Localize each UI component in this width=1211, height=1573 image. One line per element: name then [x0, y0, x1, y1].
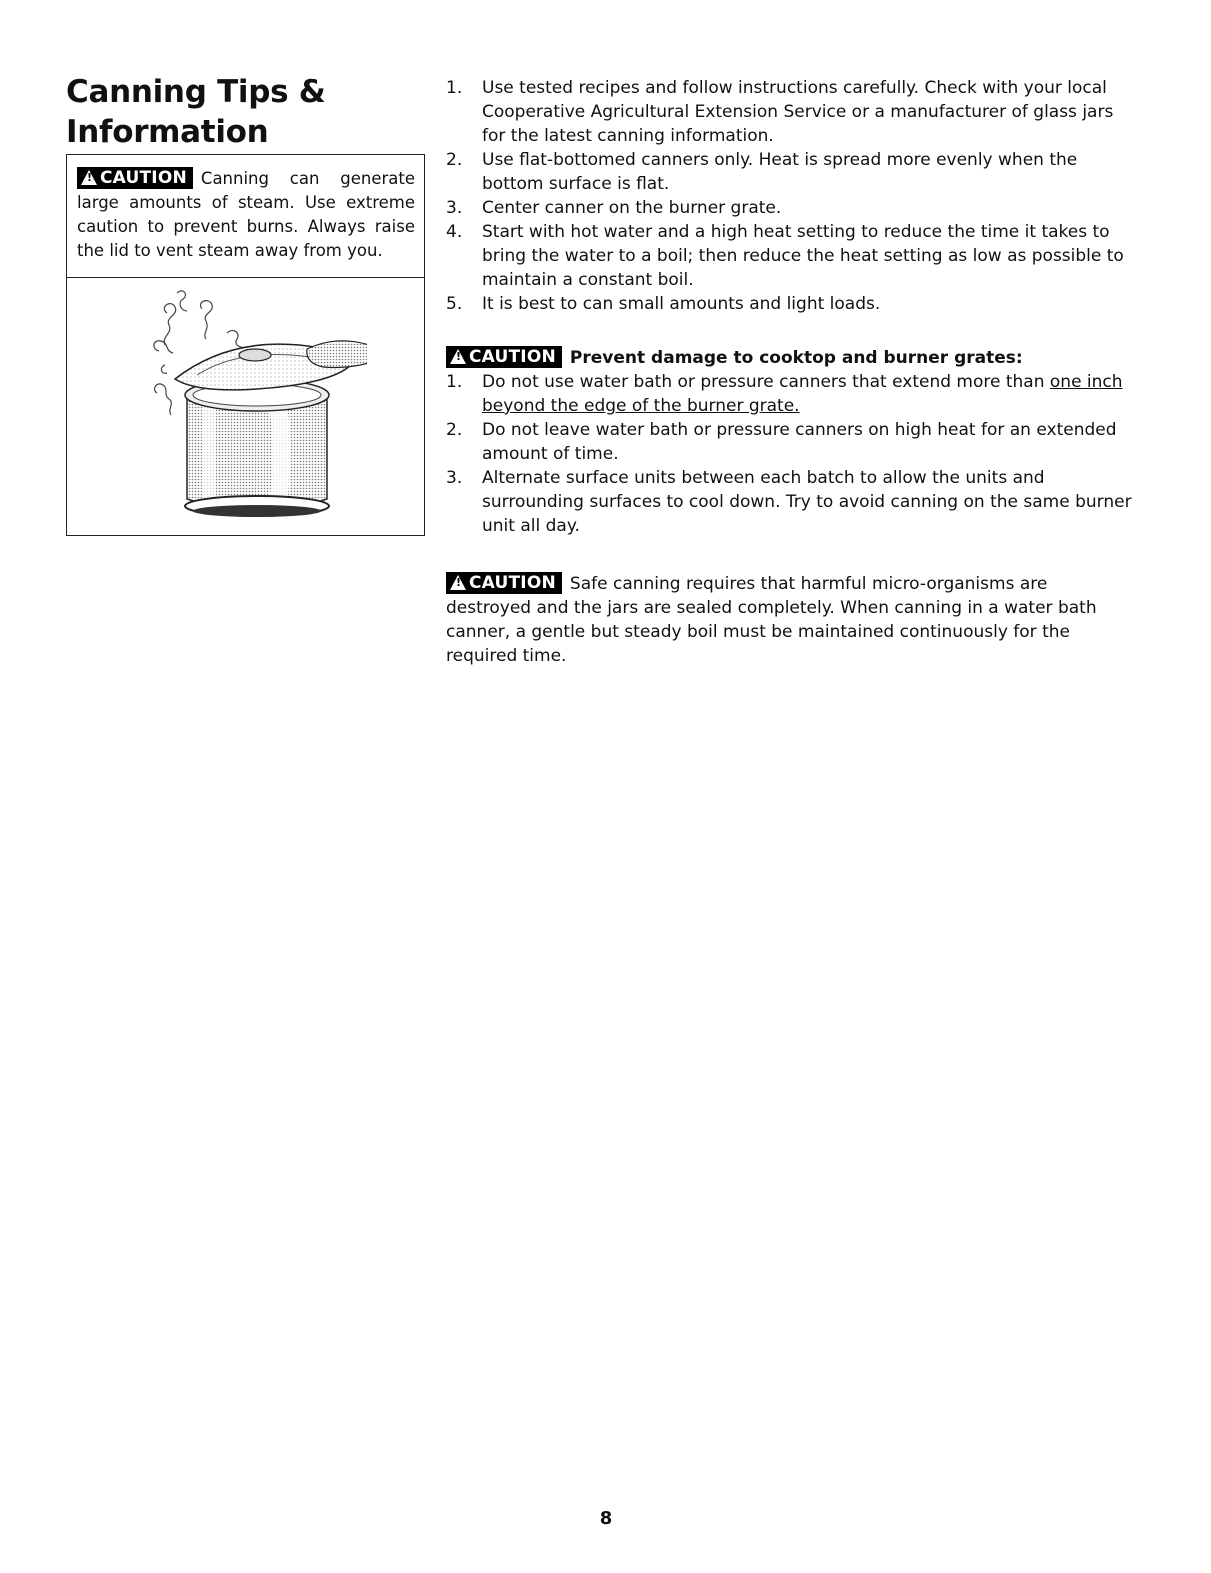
- list-item-number: 2.: [446, 420, 463, 440]
- caution-badge: [446, 572, 562, 594]
- list-item-text: Center canner on the burner grate.: [482, 198, 782, 218]
- list-item-text: Alternate surface units between each batch to allow the units and surrounding surfaces to cool down. Try to avoid canning on the same burner unit all day.: [482, 468, 1132, 536]
- steaming-canner-pot-illustration: [137, 283, 367, 529]
- list-item: [446, 292, 1136, 316]
- list-item-text: Start with hot water and a high heat setting to reduce the time it takes to bring the water to a boil; then reduce the heat setting as low as possible to maintain a constant boil.: [482, 222, 1124, 290]
- canning-tips-list: [446, 76, 1136, 316]
- list-item-text: Use flat-bottomed canners only. Heat is spread more evenly when the bottom surface is flat.: [482, 150, 1078, 194]
- safe-canning-caution-text: Safe canning requires that harmful micro-organisms are destroyed and the jars are sealed completely. When canning in a water bath canner, a gentle but steady boil must be maintained continuously for the required time.: [446, 574, 1097, 666]
- list-item: [446, 76, 1136, 148]
- cooktop-caution-list: [446, 370, 1136, 538]
- list-item-text: Do not leave water bath or pressure canners on high heat for an extended amount of time.: [482, 420, 1117, 464]
- title-line-1: Canning Tips &: [66, 74, 326, 110]
- list-item-number: 4.: [446, 222, 463, 242]
- cooktop-caution-heading-row: [446, 346, 1136, 370]
- underlined-text: one inch beyond the edge of the burner grate.: [482, 372, 1123, 416]
- canning-tips-list-section: [446, 76, 1136, 316]
- list-item-text: Do not use water bath or pressure canners that extend more than: [482, 372, 1050, 392]
- caution-badge: [77, 167, 193, 189]
- list-item: [446, 220, 1136, 292]
- list-item-number: 1.: [446, 78, 463, 98]
- caution-badge-label: CAUTION: [469, 347, 556, 367]
- safe-canning-caution-section: [446, 572, 1136, 668]
- title-line-2: Information: [66, 114, 269, 150]
- caution-badge-label: CAUTION: [100, 168, 187, 188]
- steam-caution-box: [66, 154, 425, 536]
- list-item: [446, 418, 1136, 466]
- page-number: 8: [599, 1508, 613, 1529]
- list-item-number: 3.: [446, 468, 463, 488]
- page-title: [66, 72, 406, 152]
- list-item-text: Use tested recipes and follow instructions carefully. Check with your local Cooperative Agricultural Extension Service or a manufacturer of glass jars for the latest canning information.: [482, 78, 1114, 146]
- warning-triangle-icon: [450, 575, 466, 590]
- list-item-text: It is best to can small amounts and light loads.: [482, 294, 881, 314]
- steam-caution-text: Canning can generate large amounts of steam. Use extreme caution to prevent burns. Always raise the lid to vent steam away from you.: [77, 169, 415, 260]
- list-item: [446, 196, 1136, 220]
- list-item-number: 2.: [446, 150, 463, 170]
- list-item-number: 5.: [446, 294, 463, 314]
- list-item-number: 3.: [446, 198, 463, 218]
- caution-badge: [446, 346, 562, 368]
- list-item: [446, 148, 1136, 196]
- caution-badge-label: CAUTION: [469, 573, 556, 593]
- cooktop-caution-section: [446, 346, 1136, 538]
- warning-triangle-icon: [81, 170, 97, 185]
- list-item: [446, 466, 1136, 538]
- cooktop-caution-heading: Prevent damage to cooktop and burner grates:: [569, 348, 1023, 368]
- caution-divider: [67, 277, 424, 278]
- list-item: [446, 370, 1136, 418]
- warning-triangle-icon: [450, 349, 466, 364]
- list-item-number: 1.: [446, 372, 463, 392]
- steam-caution-text-block: [77, 167, 415, 263]
